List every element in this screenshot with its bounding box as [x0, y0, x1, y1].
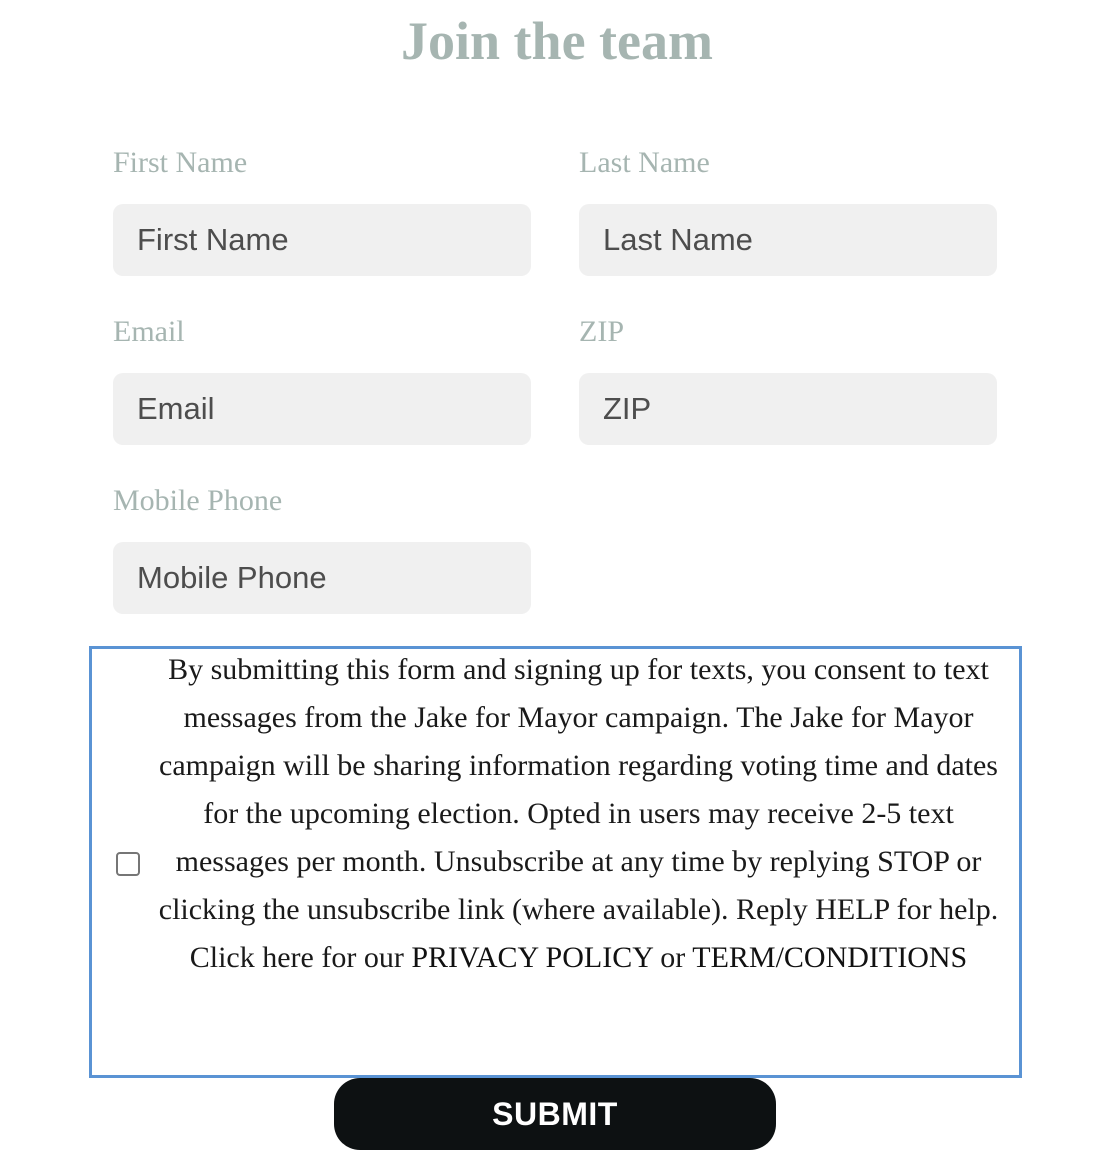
policy-links	[152, 934, 1005, 982]
page-title: Join the team	[401, 11, 713, 71]
last-name-input[interactable]	[579, 204, 997, 276]
policy-links-prefix: Click here for our	[189, 941, 404, 974]
submit-button[interactable]: SUBMIT	[334, 1078, 776, 1150]
sms-consent-text-block	[152, 646, 1005, 982]
email-label: Email	[113, 315, 185, 348]
zip-label: ZIP	[579, 315, 624, 348]
mobile-phone-label: Mobile Phone	[113, 484, 283, 517]
zip-input[interactable]	[579, 373, 997, 445]
first-name-input[interactable]	[113, 204, 531, 276]
policy-links-or: or	[660, 941, 686, 974]
sms-consent-text: By submitting this form and signing up for texts, you consent to text messages from the Jake for Mayor campaign. The Jake for Mayor campaign will be sharing information regarding voting time and dates for the upcoming election. Opted in users may receive 2-5 text messages per month. Unsubscribe at any time by replying STOP or clicking the unsubscribe link (where available). Reply HELP for help.	[158, 653, 999, 926]
privacy-policy-link[interactable]: PRIVACY POLICY	[411, 941, 653, 974]
first-name-label: First Name	[113, 146, 248, 179]
terms-conditions-link[interactable]: TERM/CONDITIONS	[692, 941, 968, 974]
sms-consent-checkbox[interactable]	[116, 852, 140, 876]
sms-consent-field	[89, 646, 1022, 1078]
mobile-phone-input[interactable]	[113, 542, 531, 614]
last-name-label: Last Name	[579, 146, 710, 179]
email-input[interactable]	[113, 373, 531, 445]
